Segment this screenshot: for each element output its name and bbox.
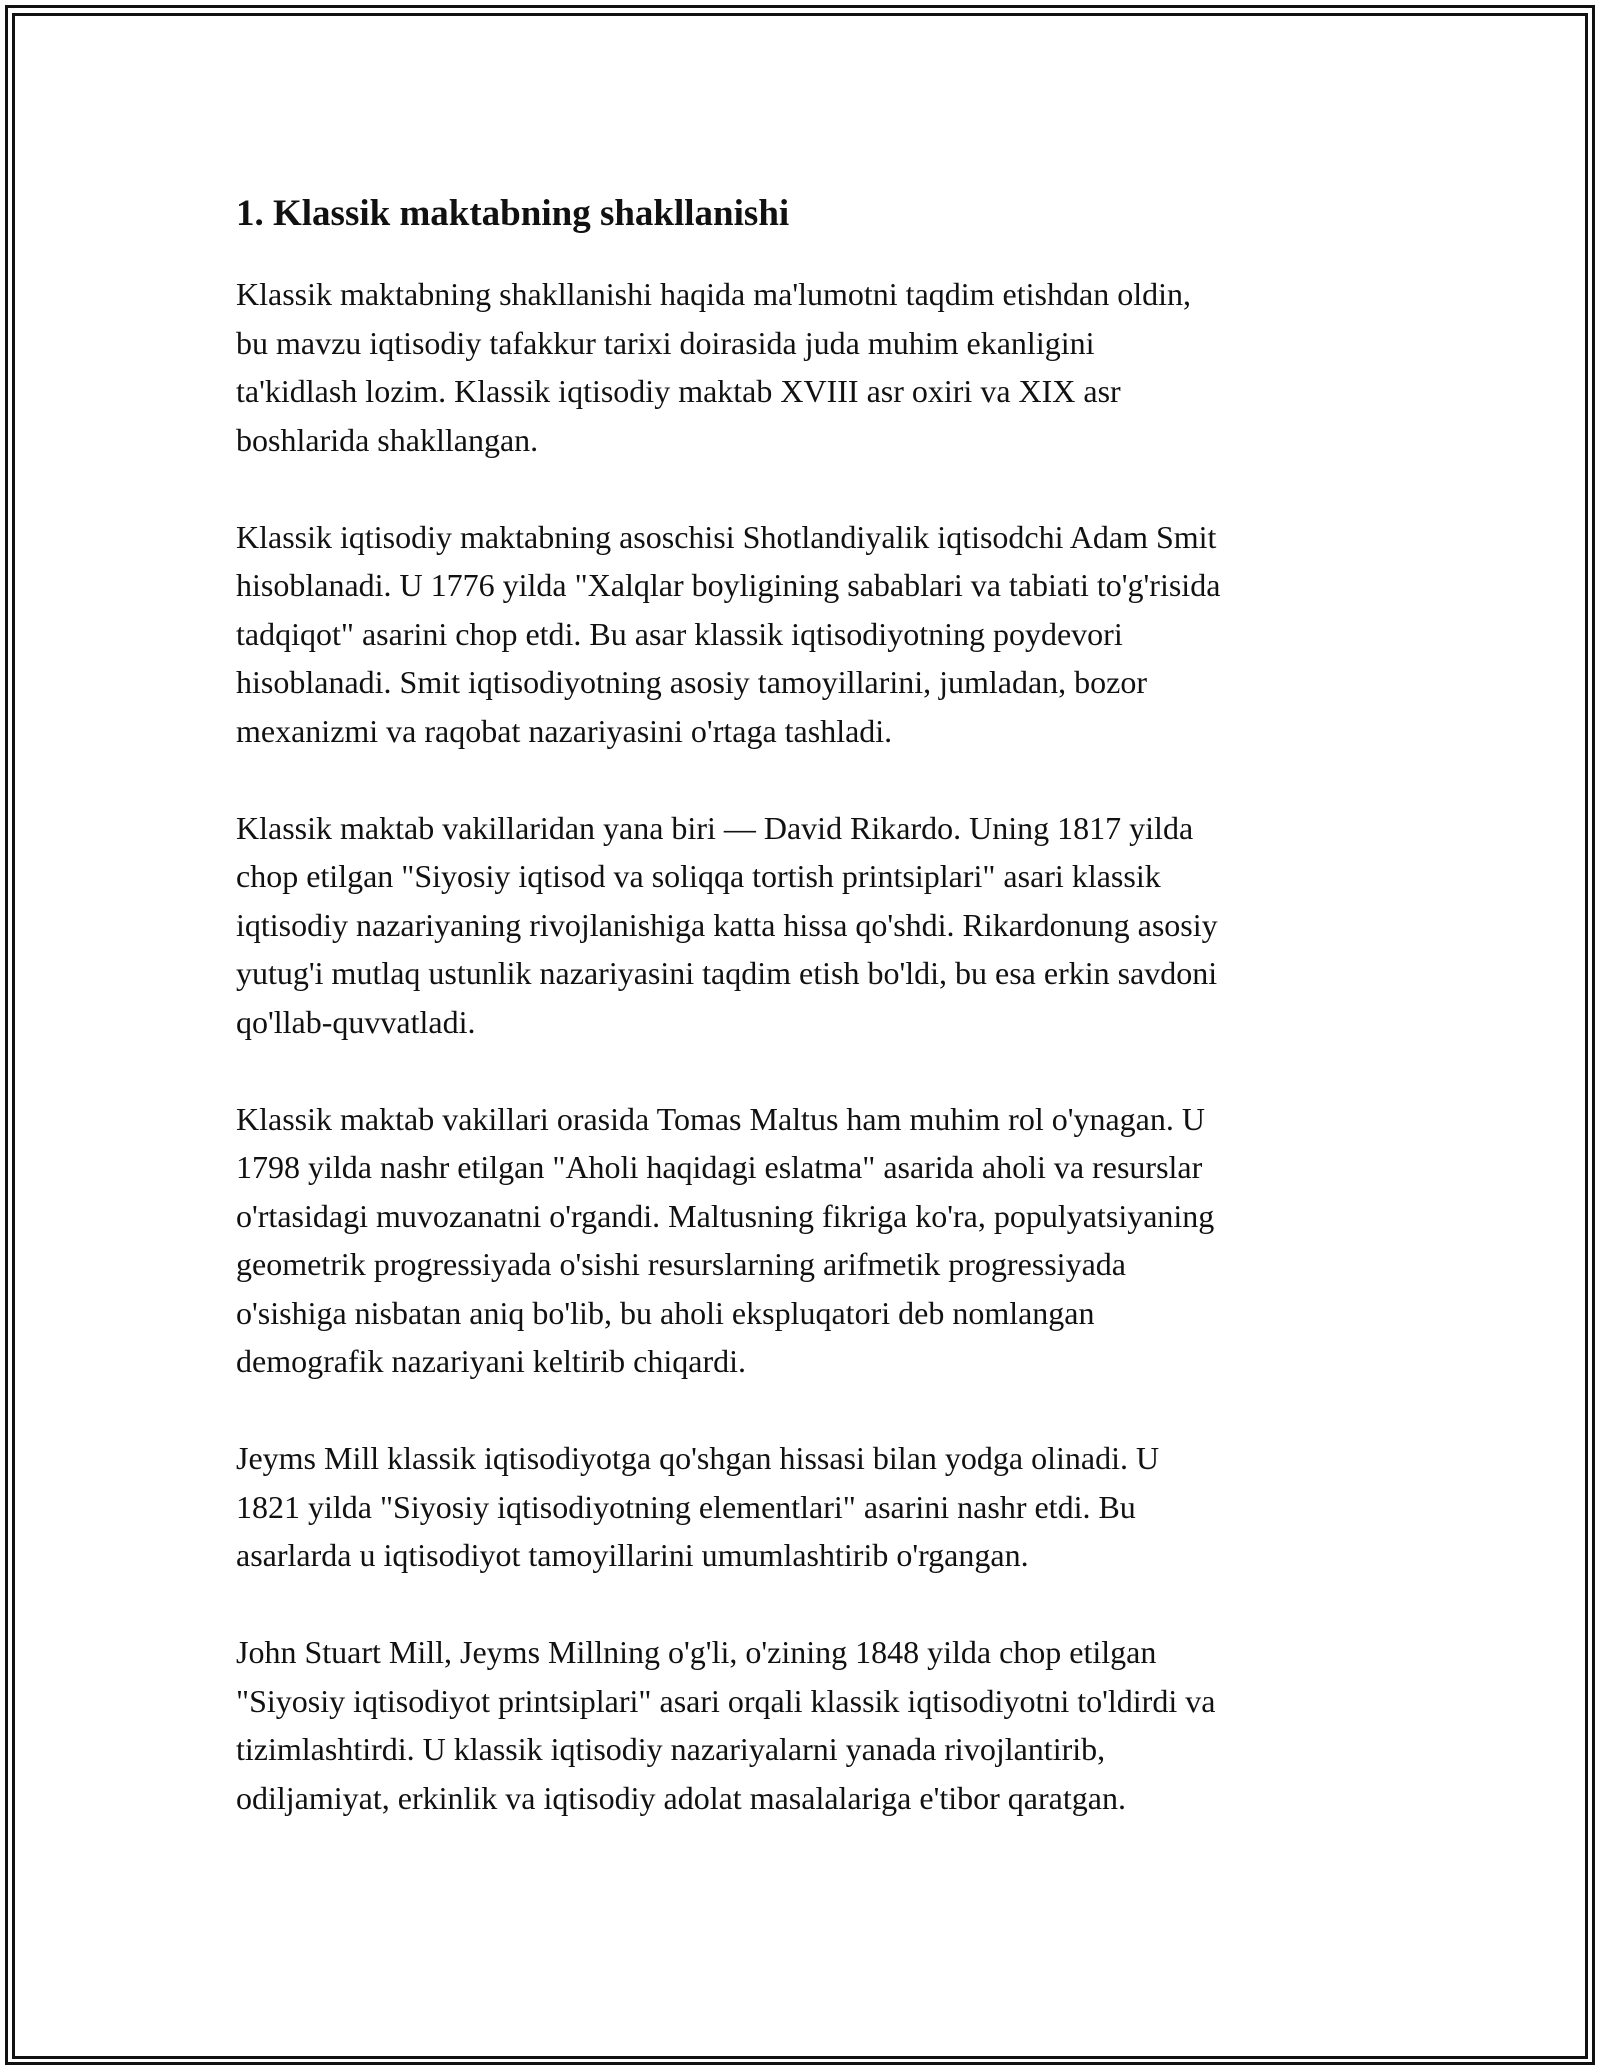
text-line: o'rtasidagi muvozanatni o'rgandi. Maltusning fikriga ko'ra, populyatsiyaning [236,1197,1215,1234]
text-line: chop etilgan "Siyosiy iqtisod va soliqqa tortish printsiplari" asari klassik [236,858,1161,894]
text-line: Klassik maktabning shakllanishi haqida ma'lumotni taqdim etishdan oldin, [236,276,1191,312]
text-line: geometrik progressiyada o'sishi resurslarning arifmetik progressiyada [236,1246,1126,1282]
text-line: asarlarda u iqtisodiyot tamoyillarini umumlashtirib o'rgangan. [236,1537,1029,1573]
text-line: bu mavzu iqtisodiy tafakkur tarixi doirasida juda muhim ekanligini [236,324,1095,361]
section-heading: 1. Klassik maktabning shakllanishi [236,193,790,234]
text-line: 1821 yilda "Siyosiy iqtisodiyotning elementlari" asarini nashr etdi. Bu [236,1488,1136,1525]
text-line: ta'kidlash lozim. Klassik iqtisodiy maktab XVIII asr oxiri va XIX asr [236,373,1121,409]
text-line: Jeyms Mill klassik iqtisodiyotga qo'shgan hissasi bilan yodga olinadi. U [236,1440,1160,1476]
text-line: hisoblanadi. U 1776 yilda "Xalqlar boyligining sabablari va tabiati to'g'risida [236,567,1221,603]
text-line: Klassik maktab vakillaridan yana biri — David Rikardo. Uning 1817 yilda [236,809,1194,846]
text-line: Klassik iqtisodiy maktabning asoschisi Shotlandiyalik iqtisodchi Adam Smit [236,518,1217,555]
paragraph-adam-smit [236,513,1386,756]
text-line: 1798 yilda nashr etilgan "Aholi haqidagi eslatma" asarida aholi va resurslar [236,1149,1203,1185]
text-line: odiljamiyat, erkinlik va iqtisodiy adolat masalalariga e'tibor qaratgan. [236,1779,1126,1816]
text-line: Klassik maktab vakillari orasida Tomas Maltus ham muhim rol o'ynagan. U [236,1100,1205,1137]
text-line: "Siyosiy iqtisodiyot printsiplari" asari orqali klassik iqtisodiyotni to'ldirdi va [236,1682,1216,1719]
paragraph-david-rikardo [236,804,1386,1047]
text-line: tizimlashtirdi. U klassik iqtisodiy nazariyalarni yanada rivojlantirib, [236,1731,1106,1767]
document-body [236,188,1386,1871]
text-line: boshlarida shakllangan. [236,421,539,458]
text-line: demografik nazariyani keltirib chiqardi. [236,1343,747,1379]
paragraph-john-stuart-mill [236,1628,1386,1822]
text-line: yutug'i mutlaq ustunlik nazariyasini taqdim etish bo'ldi, bu esa erkin savdoni [236,955,1218,991]
text-line: iqtisodiy nazariyaning rivojlanishiga katta hissa qo'shdi. Rikardonung asosiy [236,906,1218,943]
paragraph-tomas-maltus [236,1095,1386,1386]
text-line: mexanizmi va raqobat nazariyasini o'rtaga tashladi. [236,712,893,749]
text-line: tadqiqot" asarini chop etdi. Bu asar klassik iqtisodiyotning poydevori [236,615,1123,652]
text-line: qo'llab-quvvatladi. [236,1003,476,1040]
paragraph-intro [236,270,1386,464]
text-line: John Stuart Mill, Jeyms Millning o'g'li, o'zining 1848 yilda chop etilgan [236,1634,1157,1670]
paragraph-jeyms-mill [236,1434,1386,1580]
text-line: o'sishiga nisbatan aniq bo'lib, bu aholi ekspluqatori deb nomlangan [236,1294,1095,1331]
text-line: hisoblanadi. Smit iqtisodiyotning asosiy tamoyillarini, jumladan, bozor [236,664,1148,700]
